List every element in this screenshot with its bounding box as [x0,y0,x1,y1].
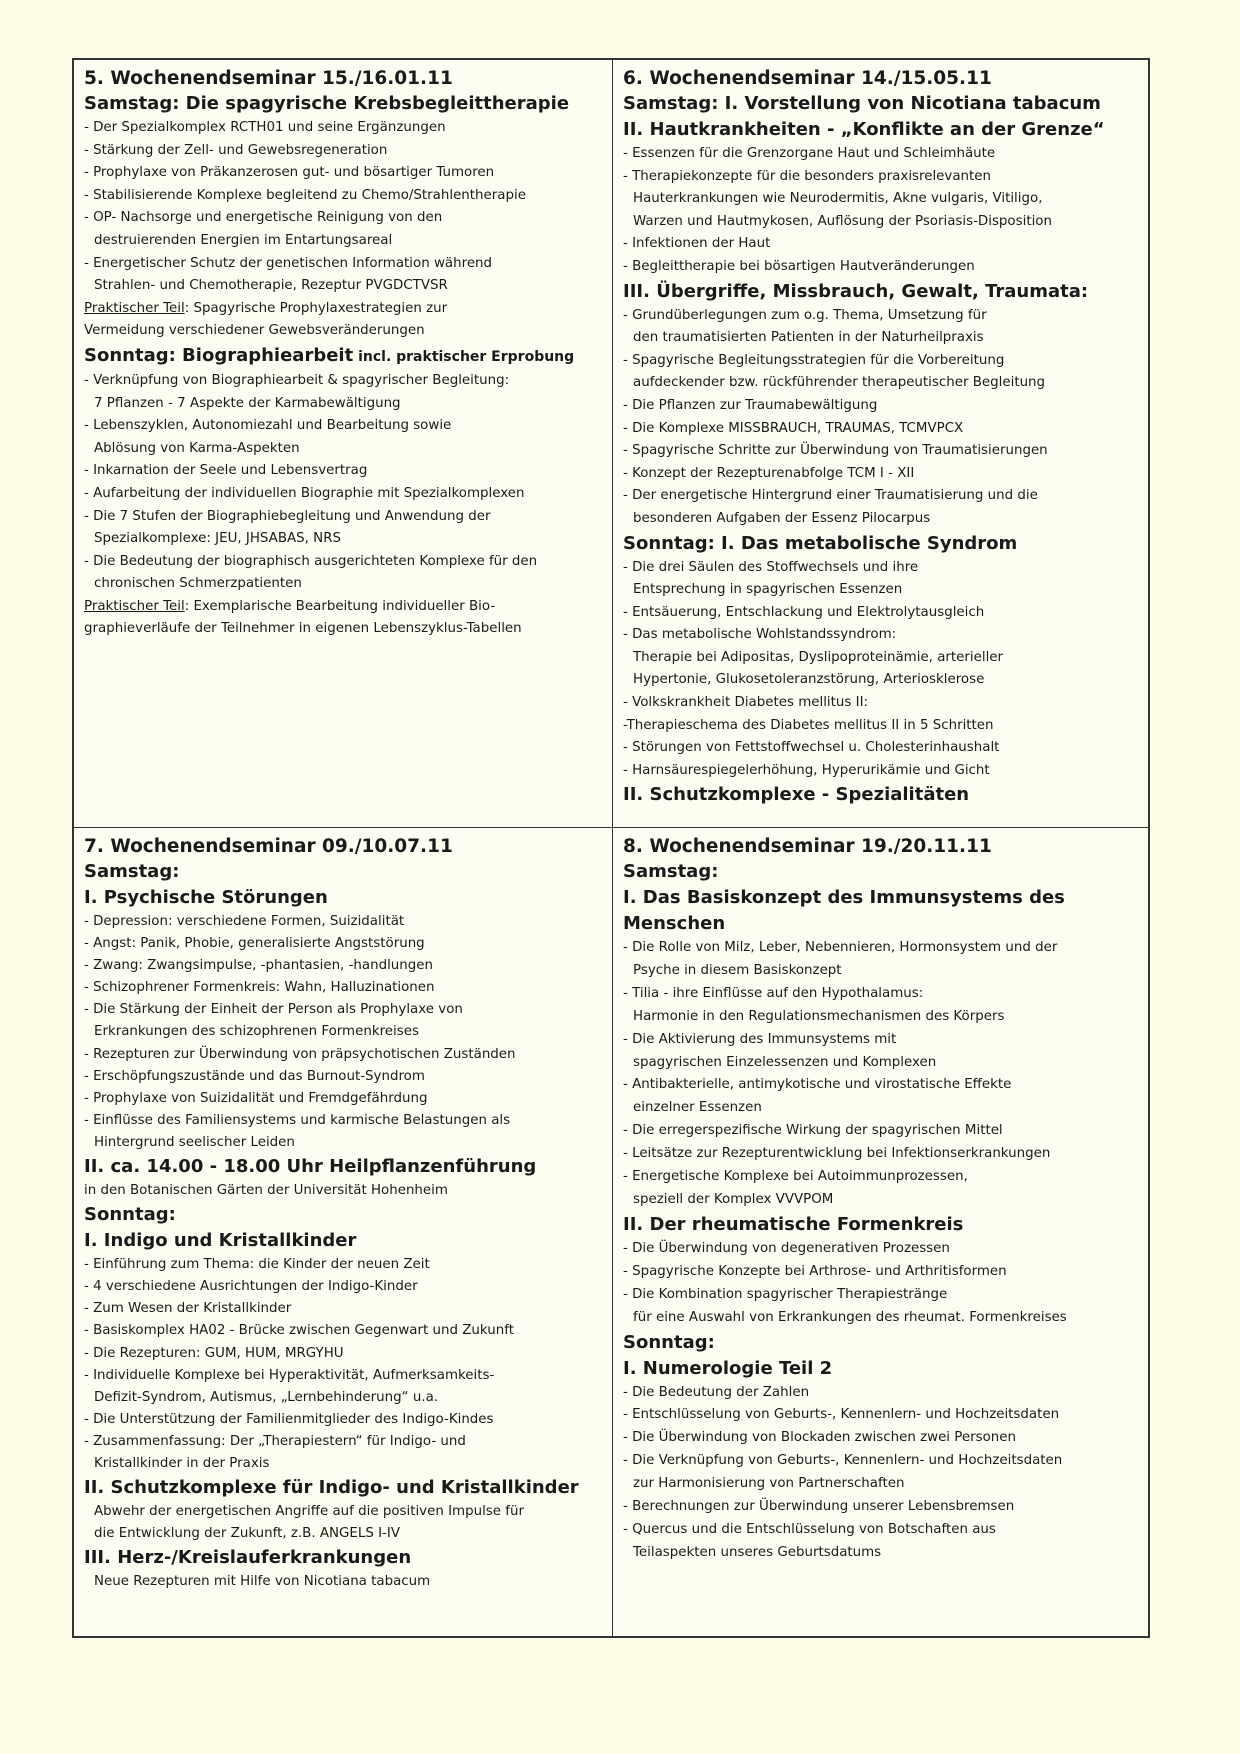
list-item: - Stärkung der Zell- und Gewebsregeneration [84,142,388,158]
list-item: - Die 7 Stufen der Biographiebegleitung und Anwendung der [84,508,491,524]
list-item: chronischen Schmerzpatienten [94,576,302,592]
seminar-7-sunday-heading: Sonntag: [84,1204,176,1226]
list-item: - Therapiekonzepte für die besonders praxisrelevanten [623,168,992,184]
heading-main: Sonntag: Biographiearbeit [84,344,354,366]
list-item: - Zusammenfassung: Der „Therapiestern“ für Indigo- und [84,1433,466,1449]
list-item: - Die Aktivierung des Immunsystems mit [623,1031,897,1047]
list-item: den traumatisierten Patienten in der Naturheilpraxis [633,330,984,346]
list-item: - Die Pflanzen zur Traumabewältigung [623,397,878,413]
list-item: - Der energetische Hintergrund einer Traumatisierung und die [623,488,1038,504]
list-item: - Inkarnation der Seele und Lebensvertrag [84,463,368,479]
list-item: - Einflüsse des Familiensystems und karmische Belastungen als [84,1112,511,1128]
list-item: Psyche in diesem Basiskonzept [633,962,842,978]
seminar-5-sunday-heading [84,343,602,370]
practical-part-label: Praktischer Teil [84,300,185,316]
list-item: - Infektionen der Haut [623,236,771,252]
seminar-7-title: 7. Wochenendseminar 09./10.07.11 [84,836,453,857]
seminar-8-cell [613,828,1150,1636]
list-item: - Individuelle Komplexe bei Hyperaktivität, Aufmerksamkeits- [84,1367,495,1383]
list-item: Vermeidung verschiedener Gewebsveränderungen [84,323,425,339]
list-item: - Quercus und die Entschlüsselung von Botschaften aus [623,1521,996,1537]
list-item: Ablösung von Karma-Aspekten [94,440,300,456]
list-item: - Energetische Komplexe bei Autoimmunprozessen, [623,1169,968,1185]
list-item: - Berechnungen zur Überwindung unserer Lebensbremsen [623,1499,1015,1515]
list-item: Strahlen- und Chemotherapie, Rezeptur PVGDCTVSR [94,278,448,294]
list-item: für eine Auswahl von Erkrankungen des rheumat. Formenkreises [633,1309,1067,1325]
list-item: - Rezepturen zur Überwindung von präpsychotischen Zuständen [84,1046,516,1062]
list-item: - Zum Wesen der Kristallkinder [84,1301,292,1317]
list-item: Defizit-Syndrom, Autismus, „Lernbehinderung“ u.a. [94,1389,439,1405]
list-item: speziell der Komplex VVVPOM [633,1191,834,1207]
seminar-8-saturday-heading: Samstag: [623,861,719,882]
seminar-6-cell [613,60,1150,828]
list-item: Kristallkinder in der Praxis [94,1455,270,1471]
list-item: Abwehr der energetischen Angriffe auf die positiven Impulse für [94,1504,524,1520]
list-item: - Begleittherapie bei bösartigen Hautveränderungen [623,258,975,274]
list-item: - Volkskrankheit Diabetes mellitus II: [623,695,869,711]
list-item: in den Botanischen Gärten der Universität Hohenheim [84,1183,448,1199]
list-item: - Die Unterstützung der Familienmitglieder des Indigo-Kindes [84,1411,494,1427]
list-item: - Spagyrische Konzepte bei Arthrose- und Arthritisformen [623,1263,1007,1279]
list-item: Hypertonie, Glukosetoleranzstörung, Arteriosklerose [633,672,985,688]
practical-part-text: : Spagyrische Prophylaxestrategien zur [184,300,448,316]
practical-part-label: Praktischer Teil [84,598,185,614]
list-item: Harmonie in den Regulationsmechanismen des Körpers [633,1008,1005,1024]
section-heading-cont: Menschen [623,913,726,934]
list-item: - Aufarbeitung der individuellen Biographie mit Spezialkomplexen [84,485,525,501]
list-item: - Leitsätze zur Rezepturentwicklung bei Infektionserkrankungen [623,1146,1051,1162]
list-item: - Die Kombination spagyrischer Therapiestränge [623,1286,948,1302]
seminar-table [72,58,1150,1638]
list-item: - OP- Nachsorge und energetische Reinigung von den [84,210,443,226]
section-heading: II. ca. 14.00 - 18.00 Uhr Heilpflanzenführung [84,1156,537,1178]
seminar-6-title: 6. Wochenendseminar 14./15.05.11 [623,68,992,89]
section-heading: II. Hautkrankheiten - „Konflikte an der Grenze“ [623,119,1105,140]
list-item: Spezialkomplexe: JEU, JHSABAS, NRS [94,531,342,547]
list-item: - Spagyrische Schritte zur Überwindung von Traumatisierungen [623,443,1048,459]
seminar-5-title: 5. Wochenendseminar 15./16.01.11 [84,68,453,89]
list-item: - Die Rolle von Milz, Leber, Nebennieren, Hormonsystem und der [623,940,1058,955]
list-item: Hintergrund seelischer Leiden [94,1134,295,1150]
seminar-7-cell [74,828,613,1636]
list-item: - Energetischer Schutz der genetischen Information während [84,255,493,271]
list-item: zur Harmonisierung von Partnerschaften [633,1476,905,1492]
seminar-5-cell [74,60,613,828]
list-item: - Entsäuerung, Entschlackung und Elektrolytausgleich [623,604,985,620]
section-heading: II. Schutzkomplexe für Indigo- und Kristallkinder [84,1477,579,1499]
list-item: - Die Bedeutung der biographisch ausgerichteten Komplexe für den [84,553,538,569]
list-item: - Die Komplexe MISSBRAUCH, TRAUMAS, TCMVPCX [623,420,964,436]
list-item: - Die Verknüpfung von Geburts-, Kennenlern- und Hochzeitsdaten [623,1453,1063,1469]
list-item: - Die Stärkung der Einheit der Person als Prophylaxe von [84,1002,463,1018]
list-item: aufdeckender bzw. rückführender therapeutischer Begleitung [633,375,1046,391]
list-item: - Antibakterielle, antimykotische und virostatische Effekte [623,1077,1012,1093]
list-item: - Schizophrener Formenkreis: Wahn, Halluzinationen [84,980,435,996]
seminar-6-saturday-heading: Samstag: I. Vorstellung von Nicotiana tabacum [623,93,1101,114]
section-heading: II. Der rheumatische Formenkreis [623,1213,964,1235]
list-item: - Angst: Panik, Phobie, generalisierte Angststörung [84,936,425,952]
list-item: - Entschlüsselung von Geburts-, Kennenlern- und Hochzeitsdaten [623,1407,1060,1423]
list-item: Entsprechung in spagyrischen Essenzen [633,582,903,598]
list-item: Erkrankungen des schizophrenen Formenkreises [94,1024,419,1040]
list-item: spagyrischen Einzelessenzen und Komplexen [633,1054,937,1070]
section-heading: III. Herz-/Kreislauferkrankungen [84,1547,412,1569]
list-item: -Therapieschema des Diabetes mellitus II in 5 Schritten [623,717,994,733]
list-item: - Das metabolische Wohlstandssyndrom: [623,627,897,643]
practical-part-line [84,596,602,619]
list-item: - Lebenszyklen, Autonomiezahl und Bearbeitung sowie [84,418,452,434]
list-item: - Prophylaxe von Suizidalität und Fremdgefährdung [84,1090,428,1106]
seminar-6-sunday-heading: Sonntag: I. Das metabolische Syndrom [623,532,1018,554]
list-item: Warzen und Hautmykosen, Auflösung der Psoriasis-Disposition [633,213,1052,229]
list-item: Hauterkrankungen wie Neurodermitis, Akne vulgaris, Vitiligo, [633,191,1043,207]
list-item: - Verknüpfung von Biographiearbeit & spagyrischer Begleitung: [84,372,510,388]
list-item: - Depression: verschiedene Formen, Suizidalität [84,914,405,929]
list-item: - Spagyrische Begleitungsstrategien für die Vorbereitung [623,352,1005,368]
list-item: - Die Überwindung von degenerativen Prozessen [623,1240,950,1256]
list-item: - Grundüberlegungen zum o.g. Thema, Umsetzung für [623,307,987,323]
heading-suffix: incl. praktischer Erprobung [353,348,575,365]
list-item: besonderen Aufgaben der Essenz Pilocarpus [633,510,931,526]
list-item: Teilaspekten unseres Geburtsdatums [633,1544,882,1560]
section-heading: II. Schutzkomplexe - Spezialitäten [623,784,970,806]
section-heading: I. Indigo und Kristallkinder [84,1230,357,1252]
list-item: - Harnsäurespiegelerhöhung, Hyperurikämie und Gicht [623,762,990,778]
seminar-5-saturday-heading: Samstag: Die spagyrische Krebsbegleittherapie [84,93,570,114]
seminar-8-title: 8. Wochenendseminar 19./20.11.11 [623,836,992,857]
list-item: - Die Rezepturen: GUM, HUM, MRGYHU [84,1345,344,1361]
seminar-7-saturday-heading: Samstag: [84,861,180,882]
practical-part-line [84,298,602,321]
list-item: - Einführung zum Thema: die Kinder der neuen Zeit [84,1257,430,1273]
list-item: 7 Pflanzen - 7 Aspekte der Karmabewältigung [94,395,401,411]
list-item: - Essenzen für die Grenzorgane Haut und Schleimhäute [623,146,996,161]
list-item: - Stabilisierende Komplexe begleitend zu Chemo/Strahlentherapie [84,187,526,203]
list-item: destruierenden Energien im Entartungsareal [94,232,393,248]
section-heading: I. Numerologie Teil 2 [623,1357,833,1379]
list-item: die Entwicklung der Zukunft, z.B. ANGELS I-IV [94,1526,400,1542]
practical-part-text: : Exemplarische Bearbeitung individueller Bio- [184,598,496,614]
list-item: graphieverläufe der Teilnehmer in eigenen Lebenszyklus-Tabellen [84,621,522,637]
list-item: - Basiskomplex HA02 - Brücke zwischen Gegenwart und Zukunft [84,1323,514,1339]
list-item: - Die Überwindung von Blockaden zwischen zwei Personen [623,1430,1017,1446]
list-item: Neue Rezepturen mit Hilfe von Nicotiana tabacum [94,1574,431,1590]
seminar-8-sunday-heading: Sonntag: [623,1331,715,1353]
list-item: - 4 verschiedene Ausrichtungen der Indigo-Kinder [84,1279,418,1295]
list-item: - Die erregerspezifische Wirkung der spagyrischen Mittel [623,1123,1003,1139]
list-item: - Die drei Säulen des Stoffwechsels und ihre [623,559,919,575]
list-item: - Tilia - ihre Einflüsse auf den Hypothalamus: [623,985,924,1001]
list-item: - Störungen von Fettstoffwechsel u. Cholesterinhaushalt [623,740,1000,756]
list-item: - Zwang: Zwangsimpulse, -phantasien, -handlungen [84,958,433,974]
section-heading: I. Das Basiskonzept des Immunsystems des [623,887,1065,908]
list-item: einzelner Essenzen [633,1100,762,1116]
section-heading: III. Übergriffe, Missbrauch, Gewalt, Traumata: [623,280,1089,302]
list-item: - Erschöpfungszustände und das Burnout-Syndrom [84,1068,425,1084]
list-item: - Konzept der Rezepturenabfolge TCM I - XII [623,465,915,481]
list-item: - Der Spezialkomplex RCTH01 und seine Ergänzungen [84,120,446,135]
section-heading: I. Psychische Störungen [84,887,328,908]
list-item: Therapie bei Adipositas, Dyslipoproteinämie, arterieller [633,649,1004,665]
list-item: - Die Bedeutung der Zahlen [623,1384,810,1400]
list-item: - Prophylaxe von Präkanzerosen gut- und bösartiger Tumoren [84,165,495,181]
